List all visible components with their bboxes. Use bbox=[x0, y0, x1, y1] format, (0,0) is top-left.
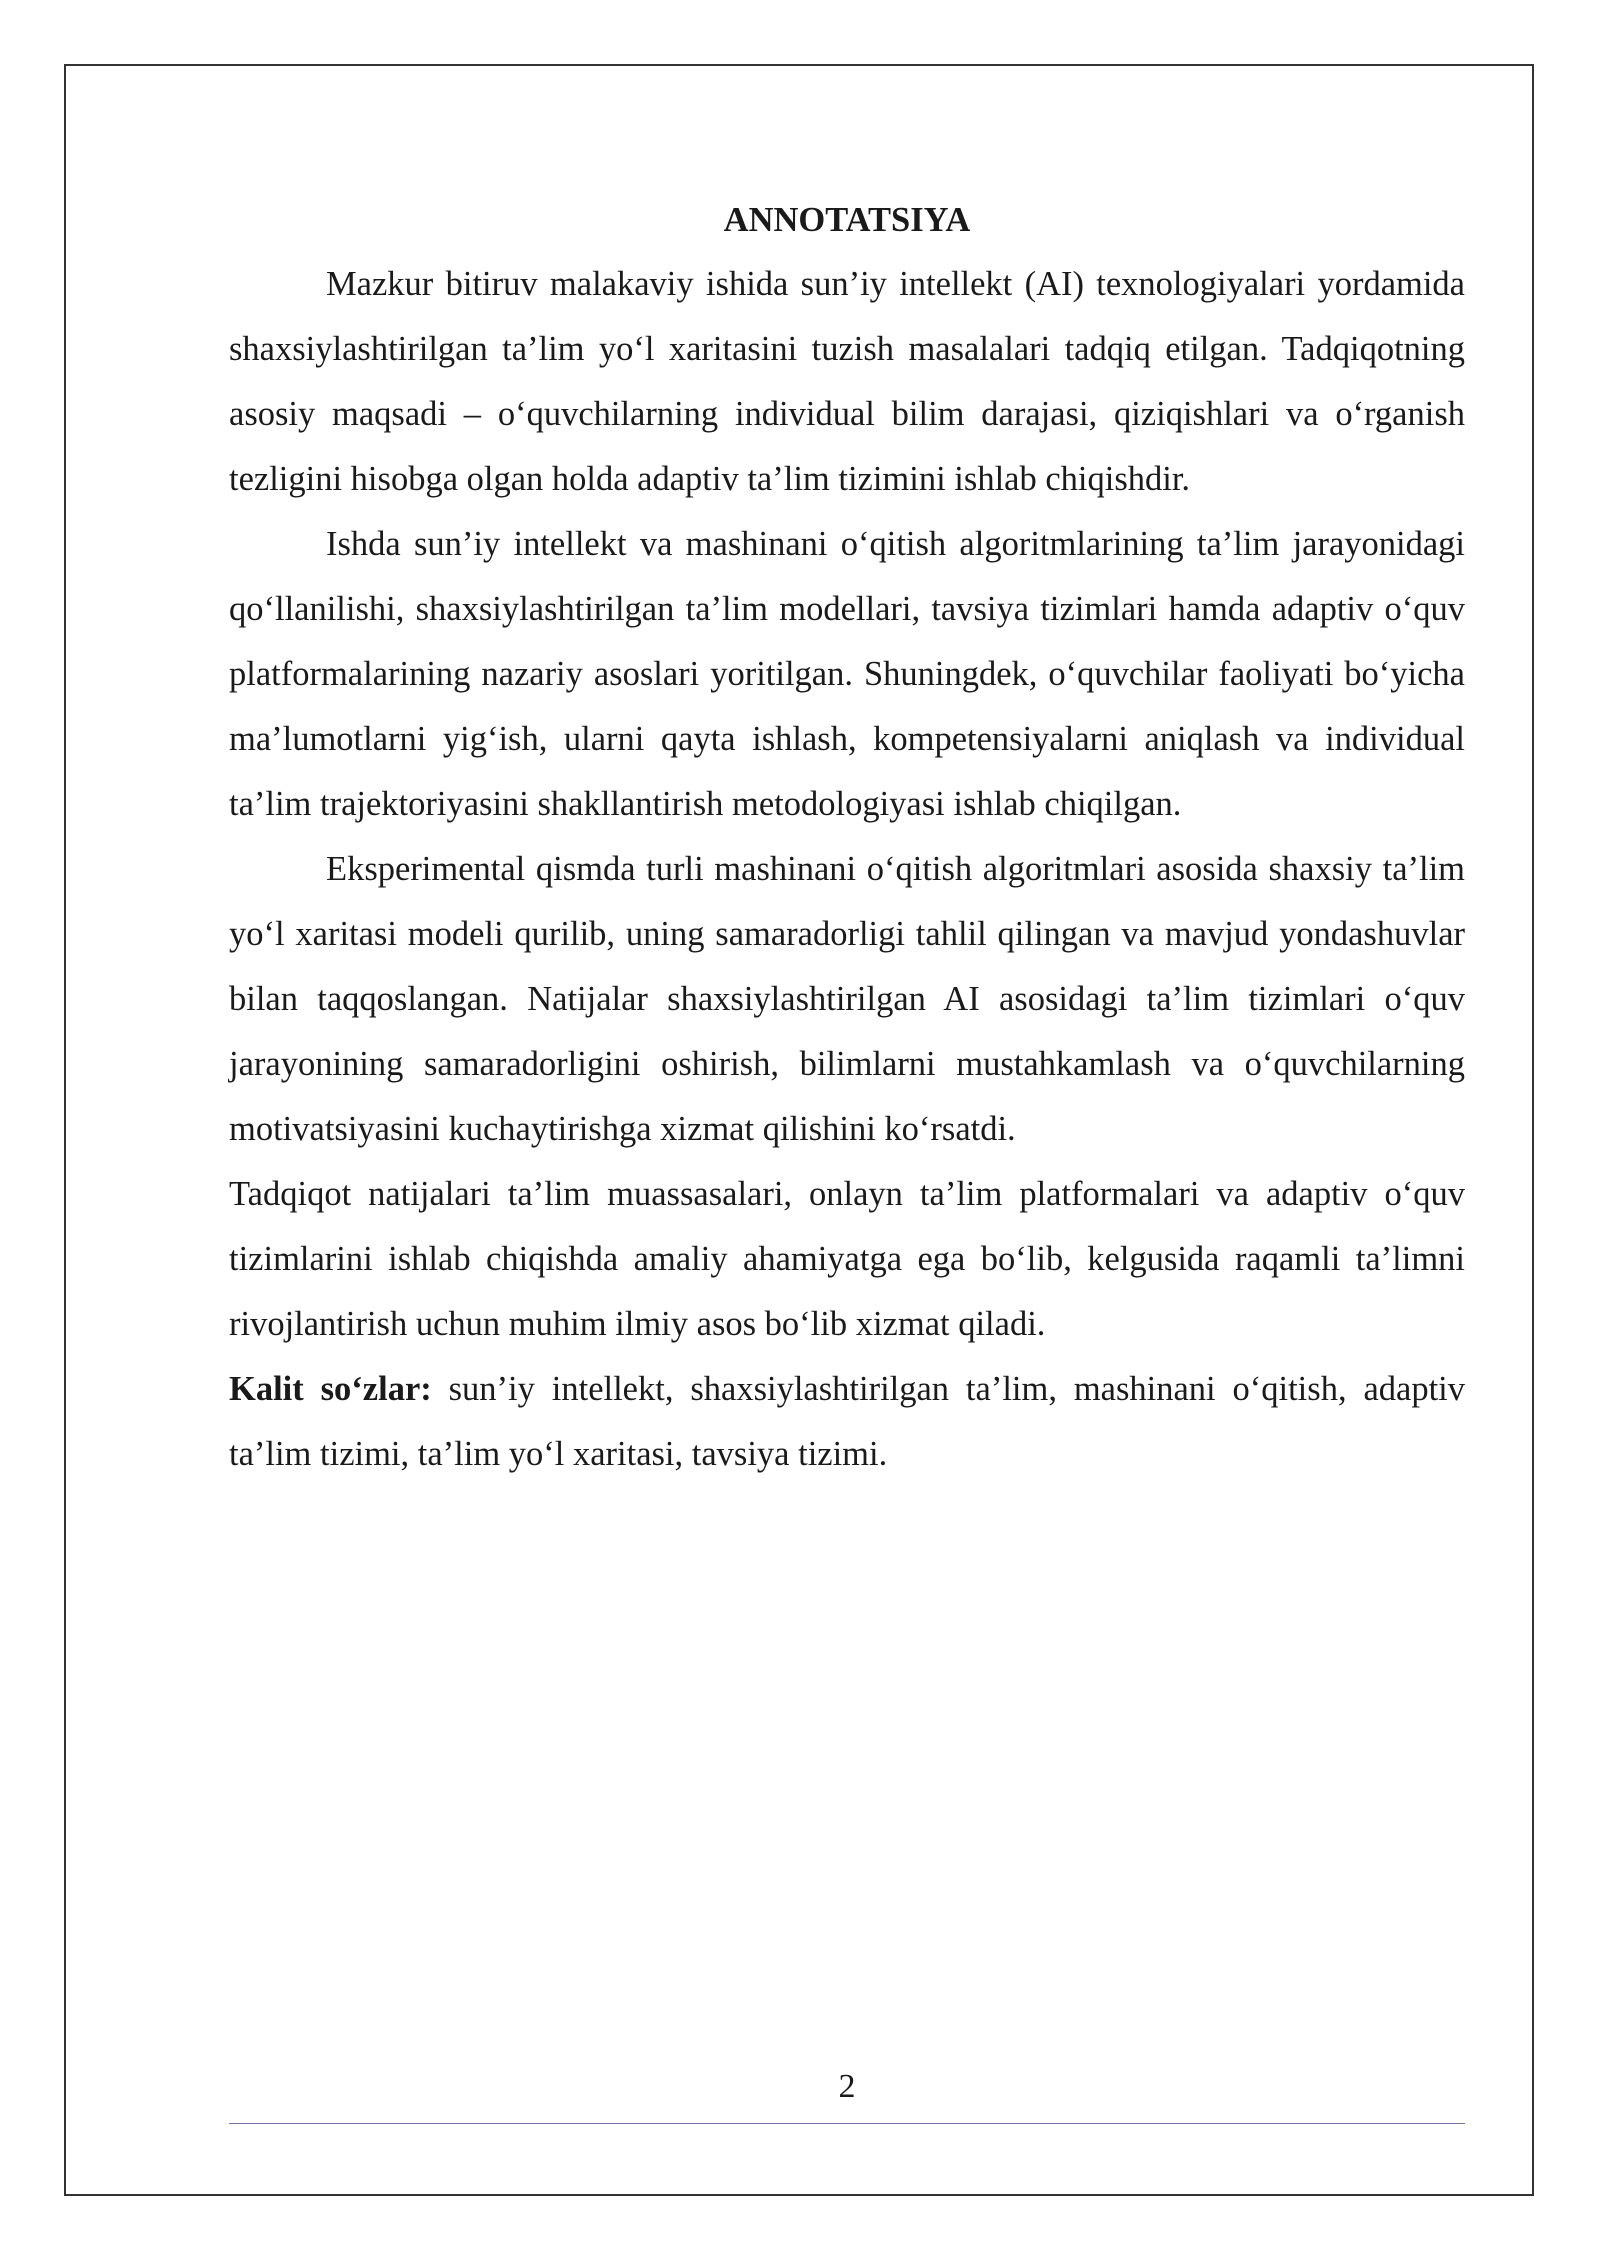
paragraph-1: Mazkur bitiruv malakaviy ishida sun’iy intellekt (AI) texnologiyalari yordamida shaxsiylashtirilgan ta’lim yo‘l xaritasini tuzish masalalari tadqiq etilgan. Tadqiqotning asosiy maqsadi – o‘quvchilarning individual bilim darajasi, qiziqishlari va o‘rganish tezligini hisobga olgan holda adaptiv ta’lim tizimini ishlab chiqishdir. bbox=[229, 265, 1465, 498]
keywords-paragraph bbox=[229, 1357, 1465, 1487]
paragraph-2: Ishda sun’iy intellekt va mashinani o‘qitish algoritmlarining ta’lim jarayonidagi qo‘llanilishi, shaxsiylashtirilgan ta’lim modellari, tavsiya tizimlari hamda adaptiv o‘quv platformalarining nazariy asoslari yoritilgan. Shuningdek, o‘quvchilar faoliyati bo‘yicha ma’lumotlarni yig‘ish, ularni qayta ishlash, kompetensiyalarni aniqlash va individual ta’lim trajektoriyasini shakllantirish metodologiyasi ishlab chiqilgan. bbox=[229, 525, 1465, 823]
paragraph-4: Tadqiqot natijalari ta’lim muassasalari, onlayn ta’lim platformalari va adaptiv o‘quv tizimlarini ishlab chiqishda amaliy ahamiyatga ega bo‘lib, kelgusida raqamli ta’limni rivojlantirish uchun muhim ilmiy asos bo‘lib xizmat qiladi. bbox=[229, 1175, 1465, 1343]
document-body bbox=[229, 188, 1465, 1487]
paragraph-3: Eksperimental qismda turli mashinani o‘qitish algoritmlari asosida shaxsiy ta’lim yo‘l xaritasi modeli qurilib, uning samaradorligi tahlil qilingan va mavjud yondashuvlar bilan taqqoslangan. Natijalar shaxsiylashtirilgan AI asosidagi ta’lim tizimlari o‘quv jarayonining samaradorligini oshirish, bilimlarni mustahkamlash va o‘quvchilarning motivatsiyasini kuchaytirishga xizmat qilishini ko‘rsatdi. bbox=[229, 850, 1465, 1148]
keywords-list: sun’iy intellekt, shaxsiylashtirilgan ta’lim, mashinani o‘qitish, adaptiv ta’lim tizimi, ta’lim yo‘l xaritasi, tavsiya tizimi. bbox=[229, 1370, 1466, 1473]
keywords-label: Kalit so‘zlar: bbox=[229, 1370, 432, 1408]
footer-divider bbox=[229, 2123, 1465, 2124]
document-title: ANNOTATSIYA bbox=[723, 201, 971, 239]
page-number: 2 bbox=[838, 2068, 856, 2105]
